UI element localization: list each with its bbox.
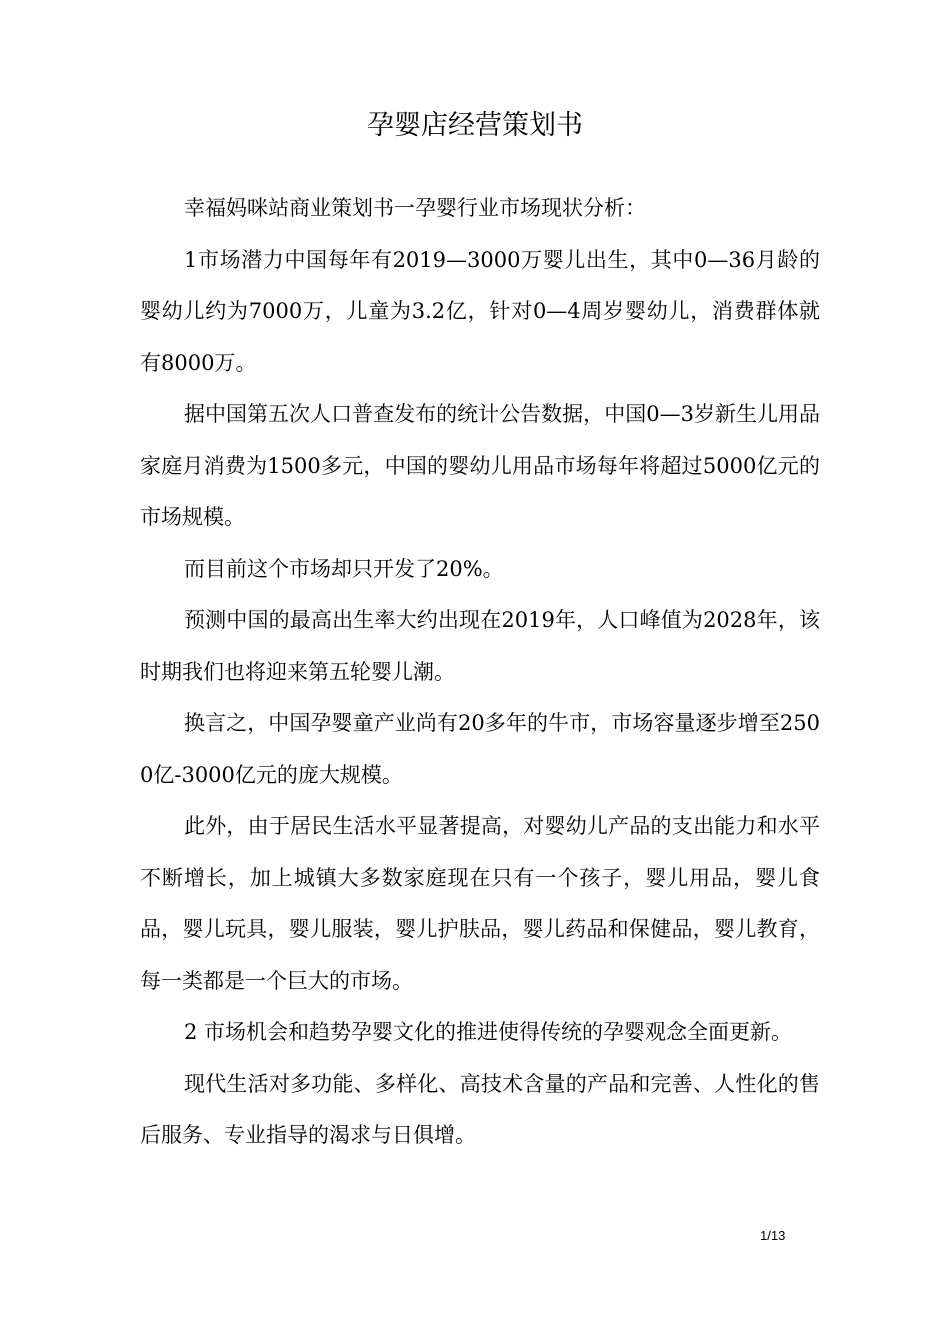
paragraph-living-standard: 此外，由于居民生活水平显著提高，对婴幼儿产品的支出能力和水平不断增长，加上城镇大多数家庭现在只有一个孩子，婴儿用品，婴儿食品，婴儿玩具，婴儿服装，婴儿护肤品，婴儿药品和保健品，婴儿教育，每一类都是一个巨大的市场。 [140, 814, 820, 993]
document-body [140, 183, 820, 1162]
paragraph-intro: 幸福妈咪站商业策划书一孕婴行业市场现状分析： [184, 196, 646, 220]
paragraph-census-data: 据中国第五次人口普查发布的统计公告数据，中国0—3岁新生儿用品家庭月消费为1500多元，中国的婴幼儿用品市场每年将超过5000亿元的市场规模。 [140, 402, 820, 529]
paragraph-market-potential: 1市场潜力中国每年有2019—3000万婴儿出生，其中0—36月龄的婴幼儿约为7000万，儿童为3.2亿，针对0—4周岁婴幼儿，消费群体就有8000万。 [140, 247, 820, 375]
paragraph-bull-market: 换言之，中国孕婴童产业尚有20多年的牛市，市场容量逐步增至2500亿-3000亿元的庞大规模。 [140, 711, 820, 787]
paragraph-market-opportunity: 2 市场机会和趋势孕婴文化的推进使得传统的孕婴观念全面更新。 [184, 1020, 793, 1044]
paragraph-modern-life: 现代生活对多功能、多样化、高技术含量的产品和完善、人性化的售后服务、专业指导的渴求与日俱增。 [140, 1071, 820, 1147]
paragraph-development: 而目前这个市场却只开发了20%。 [184, 556, 504, 581]
document-title: 孕婴店经营策划书 [367, 110, 583, 141]
page-number: 1/13 [760, 1228, 786, 1243]
paragraph-birth-forecast: 预测中国的最高出生率大约出现在2019年，人口峰值为2028年，该时期我们也将迎来第五轮婴儿潮。 [140, 608, 820, 684]
